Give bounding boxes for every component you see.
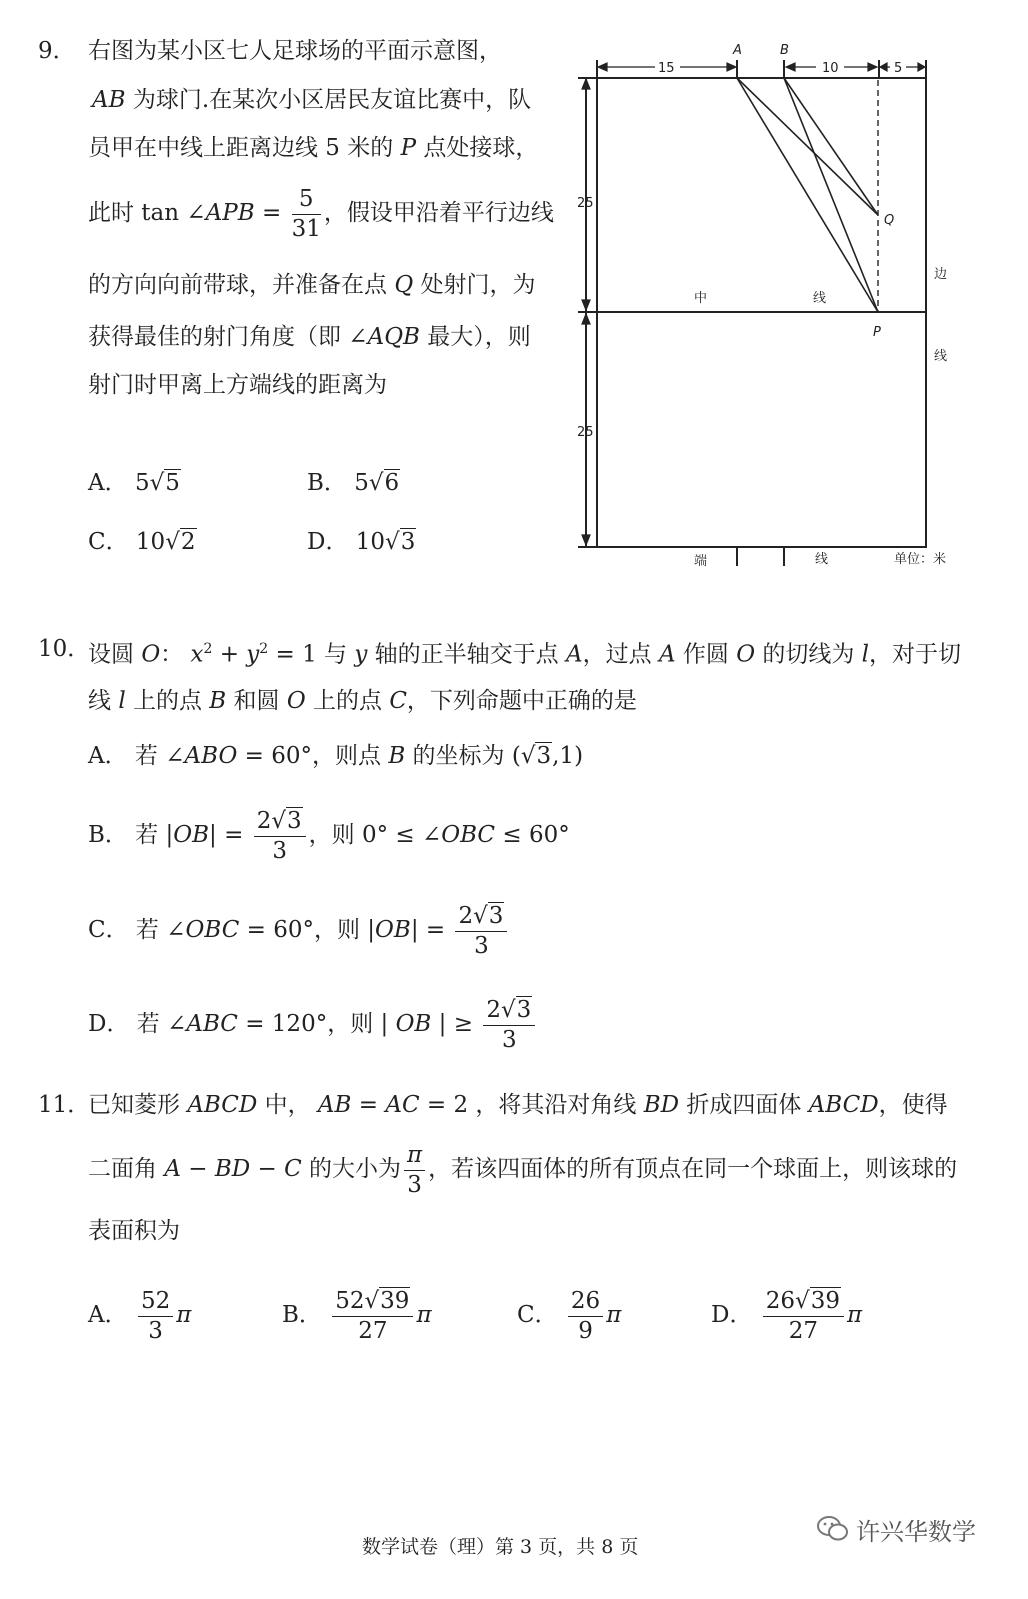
q9-line-1: 右图为某小区七人足球场的平面示意图， [88,38,502,64]
label-P: P [873,325,881,340]
label-xian-bottom: 线 [815,552,829,567]
q9-option-a: A． 5√5 [88,470,180,496]
label-duan: 端 [694,554,708,569]
label-xian-mid: 线 [813,291,827,306]
q9-line-6: 获得最佳的射门角度（即 ∠AQB 最大），则 [88,324,531,350]
watermark-text: 许兴华数学 [856,1518,976,1546]
label-unit: 单位：米 [894,552,947,567]
label-xian-side: 线 [934,349,948,364]
q11-number: 11． [38,1092,91,1118]
watermark [816,1512,996,1546]
q9-tan-fraction: $\frac{5}{31}$ [291,185,321,242]
q10-line-1: 设圆 O： $x^2 + y^2 = 1$ 与 y 轴的正半轴交于点 A，过点 A 作圆 O 的切线为 l，对于切 [88,641,962,668]
dim-5: 5 [894,61,903,76]
q9-option-c: C． 10√2 [88,529,196,555]
dim-10: 10 [822,61,839,76]
dim-15: 15 [658,61,675,76]
dim-25-bottom: 25 [577,425,594,440]
q10-option-c: C． 若 ∠OBC = 60°，则 |OB| = $\frac{2√3}{3}$ [88,895,510,965]
q11-line-3: 表面积为 [88,1218,180,1244]
q11-option-a: A． $\frac{52}{3}$ π [88,1287,192,1344]
q10-option-b: B． 若 |OB| = $\frac{2√3}{3}$ ，则 0° ≤ ∠OBC ≤ 60° [88,807,570,864]
q9-option-b: B． 5√6 [307,470,400,496]
q9-line-4: 此时 tan ∠APB = $\frac{5}{31}$ ，假设甲沿着平行边线 [88,185,554,242]
label-zhong: 中 [694,291,708,306]
q10-option-a: A． 若 ∠ABO = 60°，则点 B 的坐标为 (√3,1) [88,743,584,769]
q11-option-b: B． $\frac{52√39}{27}$ π [282,1287,432,1344]
label-B: B [780,43,789,58]
label-A: A [733,43,742,58]
q9-option-d: D． 10√3 [307,529,416,555]
page-footer: 数学试卷（理）第 3 页，共 8 页 [362,1536,639,1558]
q10-option-d: D． 若 ∠ABC = 120°，则 | OB | ≥ $\frac{2√3}{3}$ [88,989,538,1059]
soccer-field-diagram [0,0,1028,600]
q9-line-5: 的方向向前带球，并准备在点 Q 处射门，为 [88,272,536,298]
q10-number: 10． [38,636,91,662]
q11-option-d: D． $\frac{26√39}{27}$ π [711,1287,863,1344]
wechat-icon [816,1514,850,1544]
q11-option-c: C． $\frac{26}{9}$ π [517,1287,622,1344]
q11-line-2: 二面角 A − BD − C 的大小为 $\frac{\pi}{3}$ ，若该四面体的所有顶点在同一个球面上，则该球的 [88,1141,958,1198]
q9-line-3: 员甲在中线上距离边线 5 米的 P 点处接球， [88,135,539,161]
q9-line-7: 射门时甲离上方端线的距离为 [88,372,387,398]
q9-number: 9． [38,38,76,64]
q10-line-2: 线 l 上的点 B 和圆 O 上的点 C，下列命题中正确的是 [88,688,637,714]
q11-line-1: 已知菱形 ABCD 中， AB = AC = 2 ，将其沿对角线 BD 折成四面体 ABCD，使得 [88,1092,948,1118]
dim-25-top: 25 [577,196,594,211]
q9-line-2: AB 为球门.在某次小区居民友谊比赛中，队 [92,87,532,113]
label-bian: 边 [934,267,948,282]
label-Q: Q [884,213,895,228]
